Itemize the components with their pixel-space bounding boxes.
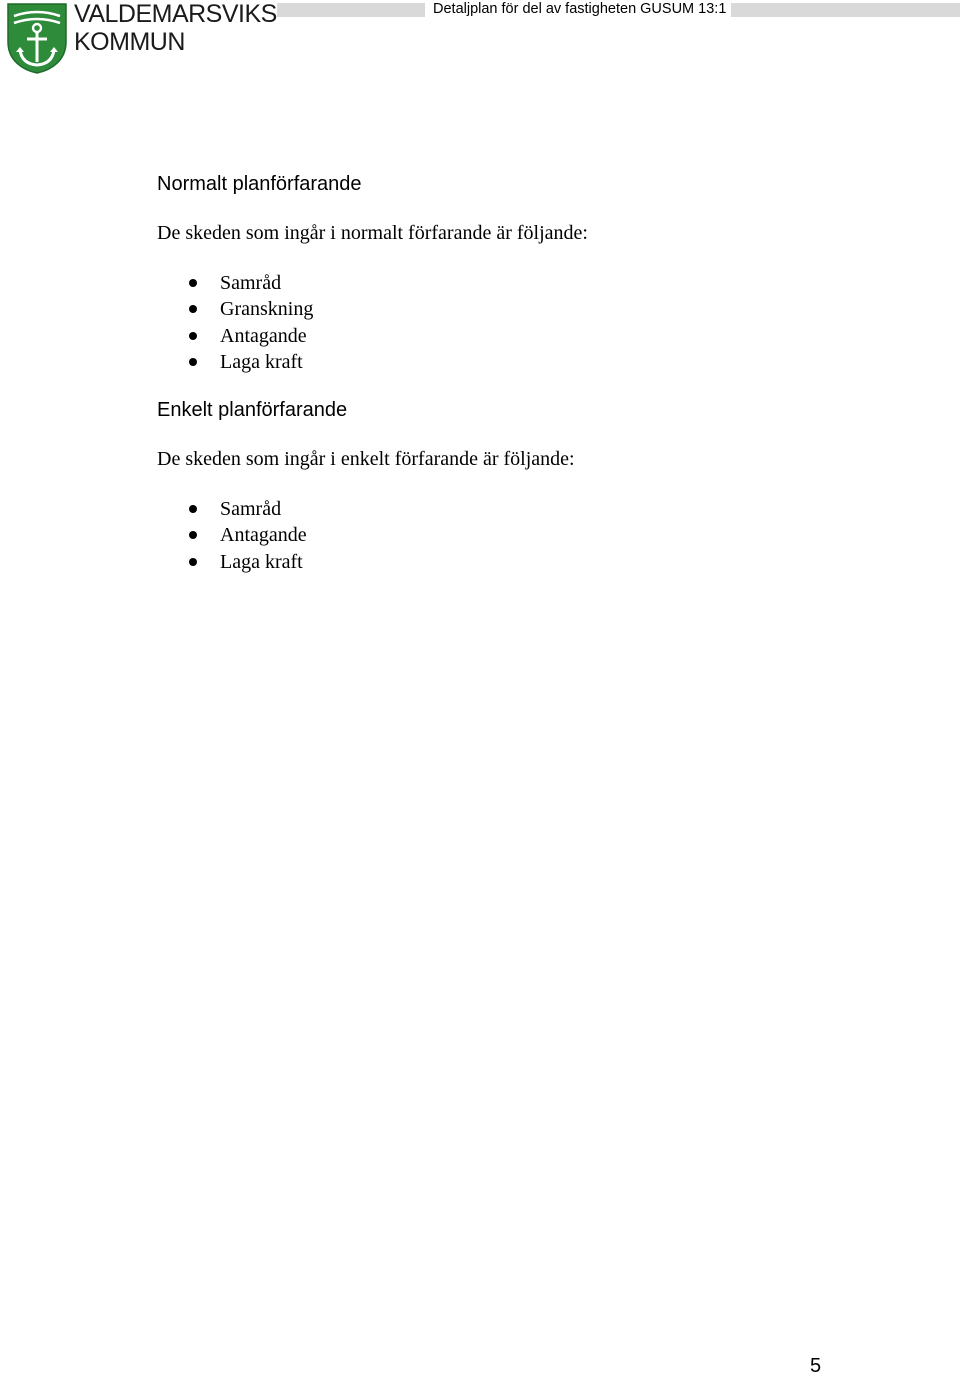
document-title: Detaljplan för del av fastigheten GUSUM 13:1 [433,1,727,17]
list-item-label: Antagande [220,324,307,347]
bullet-icon [189,558,197,566]
list-item-label: Samråd [220,498,282,520]
list-item-label: Granskning [220,298,314,321]
list-item-label: Laga kraft [220,350,303,373]
list-item-label: Antagande [220,524,307,547]
logo-wordmark [74,0,277,56]
logo-line-2: KOMMUN [74,28,185,56]
bullet-icon [189,505,197,513]
header-divider-right [731,3,960,17]
heading-simple-procedure: Enkelt planförfarande [157,399,348,421]
page-number: 5 [810,1355,822,1377]
heading-normal-procedure: Normalt planförfarande [157,173,362,195]
bullet-icon [189,531,197,539]
intro-simple-procedure: De skeden som ingår i enkelt förfarande är följande: [157,448,575,470]
list-item-label: Samråd [220,272,282,294]
header-divider-left [277,3,425,17]
municipality-shield-logo [6,2,68,74]
list-item-label: Laga kraft [220,550,303,573]
page-header [0,0,960,80]
intro-normal-procedure: De skeden som ingår i normalt förfarande är följande: [157,222,588,244]
bullet-icon [189,358,197,366]
bullet-icon [189,305,197,313]
logo-line-1: VALDEMARSVIKS [74,0,277,28]
bullet-icon [189,332,197,340]
bullet-icon [189,279,197,287]
